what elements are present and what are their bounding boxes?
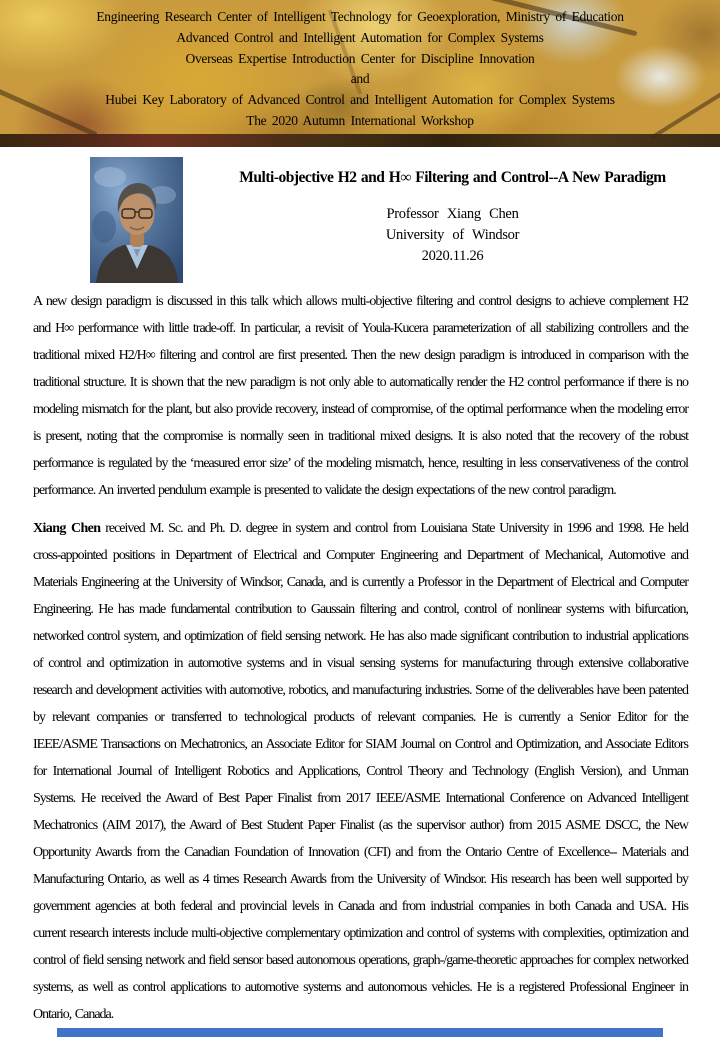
workshop-banner	[0, 0, 720, 147]
banner-line-lab: Advanced Control and Intelligent Automation for Complex Systems	[176, 29, 544, 45]
banner-text	[0, 7, 720, 132]
talk-header	[185, 157, 720, 267]
banner-line-and: and	[350, 71, 370, 87]
speaker-affiliation: University of Windsor	[385, 227, 520, 243]
bio-paragraph	[33, 515, 688, 1028]
banner-dark-edge	[0, 134, 720, 147]
talk-title: Multi-objective H2 and H∞ Filtering and Control--A New Paradigm	[239, 169, 666, 186]
banner-line-overseas: Overseas Expertise Introduction Center for Discipline Innovation	[185, 50, 535, 66]
abstract-paragraph: A new design paradigm is discussed in this talk which allows multi-objective filtering and control designs to achieve complement H2 and H∞ performance with little trade-off. In particular, a revisit of Youla-Kucera parameterization of all stabilizing controllers and the traditional mixed H2/H∞ filtering and control are first presented. Then the new design paradigm is introduced in comparison with the traditional structure. It is shown that the new paradigm is not only able to automatically render the H2 control performance if there is no modeling mismatch for the plant, but also provide recovery, instead of compromise, of the optimal performance when the modeling error is present, noting that the compromise is normally seen in traditional mixed designs. It is also noted that the recovery of the robust performance is regulated by the ‘measured error size’ of the modeling mismatch, hence, resulting in less conservativeness of the control performance. An inverted pendulum example is presented to validate the design expectations of the new control paradigm.	[33, 294, 688, 498]
speaker-photo	[90, 157, 183, 283]
speaker-info	[185, 204, 720, 267]
banner-line-hubei: Hubei Key Laboratory of Advanced Control and Intelligent Automation for Complex Systems	[105, 92, 615, 108]
talk-date: 2020.11.26	[421, 248, 484, 264]
speaker-name: Professor Xiang Chen	[386, 206, 519, 222]
banner-line-center: Engineering Research Center of Intelligent Technology for Geoexploration, Ministry of Education	[96, 9, 624, 24]
footer-accent-bar	[57, 1028, 663, 1037]
bio-text: received M. Sc. and Ph. D. degree in system and control from Louisiana State University in 1996 and 1998. He held cross-appointed positions in Department of Electrical and Computer Engineering and Department of Mechanical, Automotive and Materials Engineering at the University of Windsor, Canada, and is currently a Professor in the Department of Electrical and Computer Engineering. He has made fundamental contribution to Gaussain filtering and control, control of nonlinear systems with bifurcation, networked control system, and optimization of field sensing network. He has also made significant contribution to industrial applications of control and optimization in automotive systems and in visual sensing systems for manufacturing through extensive collaborative research and development activities with automotive, robotics, and manufacturing industries. Some of the deliverables have been patented by relevant companies or transferred to technological products of relevant companies. He is currently a Senior Editor for the IEEE/ASME Transactions on Mechatronics, an Associate Editor for SIAM Journal on Control and Optimization, and Associate Editors for International Journal of Intelligent Robotics and Applications, Control Theory and Technology (English Version), and Unman Systems. He received the Award of Best Paper Finalist from 2017 IEEE/ASME International Conference on Advanced Intelligent Mechatronics (AIM 2017), the Award of Best Student Paper Finalist (as the supervisor author) from 2015 ASME DSCC, the New Opportunity Awards from the Canadian Foundation of Innovation (CFI) and from the Ontario Centre of Excellence-- Materials and Manufacturing Ontario, as well as 4 times Research Awards from the University of Windsor. His research has been well supported by government agencies at both federal and provincial levels in Canada and from industrial companies in both Canada and USA. His current research interests include multi-objective complementary optimization and control of systems with complexities, optimization and control of field sensing network and field sensor based autonomous operations, graph-/game-theoretic approaches for complex networked systems, as well as control applications to automotive systems and autonomous vehicles. He is a registered Professional Engineer in Ontario, Canada.	[33, 521, 688, 1022]
bio-speaker-name: Xiang Chen	[33, 521, 101, 536]
banner-line-workshop: The 2020 Autumn International Workshop	[246, 112, 474, 128]
